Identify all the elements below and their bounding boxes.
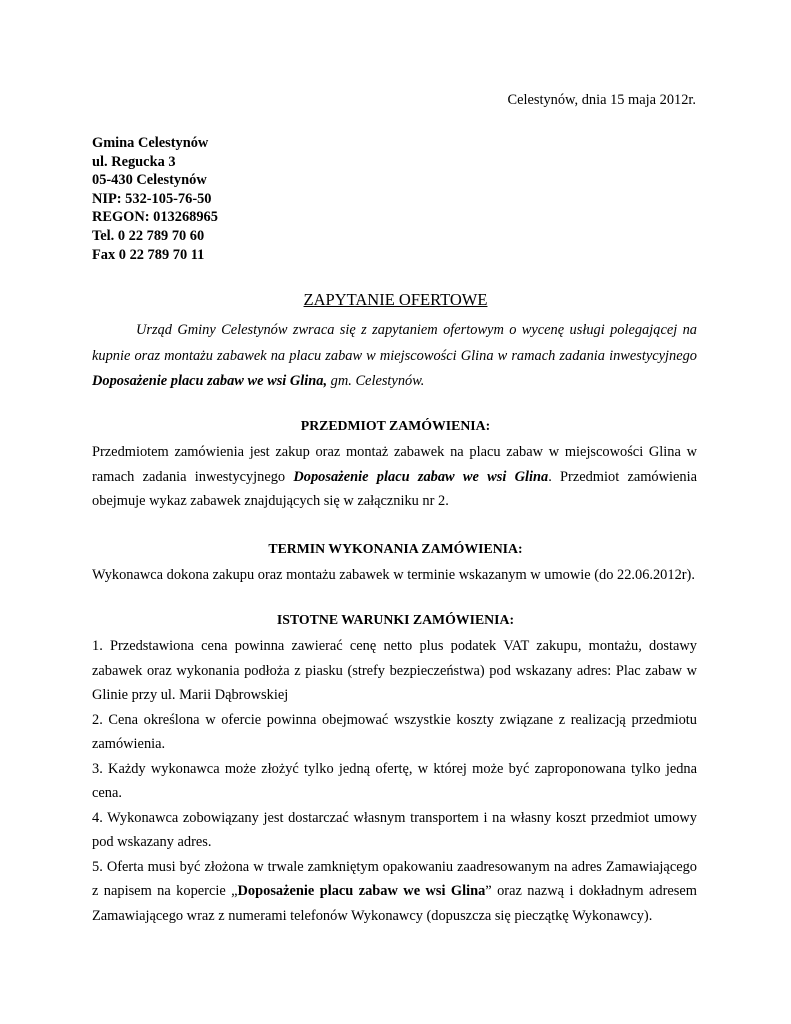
sender-name: Gmina Celestynów bbox=[92, 135, 209, 151]
intro-project-name: Doposażenie placu zabaw we wsi Glina, bbox=[92, 373, 328, 389]
subject-paragraph bbox=[92, 440, 697, 514]
sender-address bbox=[92, 134, 218, 264]
intro-text-a: Urząd Gminy Celestynów zwraca się z zapytaniem ofertowym o wycenę usługi polegającej na kupnie oraz montażu zabawek na placu zabaw w miejscowości Glina w ramach zadania inwestycyjnego bbox=[92, 322, 697, 364]
deadline-heading: TERMIN WYKONANIA ZAMÓWIENIA: bbox=[268, 541, 523, 556]
terms-item-5 bbox=[92, 855, 697, 929]
document-title: ZAPYTANIE OFERTOWE bbox=[303, 290, 488, 309]
subject-heading: PRZEDMIOT ZAMÓWIENIA: bbox=[300, 418, 491, 433]
sender-street: ul. Regucka 3 bbox=[92, 153, 176, 170]
deadline-paragraph: Wykonawca dokona zakupu oraz montażu zabawek w terminie wskazanym w umowie (do 22.06.2012r). bbox=[92, 567, 695, 583]
sender-phone: Tel. 0 22 789 70 60 bbox=[92, 227, 205, 244]
terms-item-3: 3. Każdy wykonawca może złożyć tylko jedną ofertę, w której może być zaproponowana tylko jedna cena. bbox=[92, 760, 697, 801]
terms-item-5-text-b: ” oraz nazwą i dokładnym adresem Zamawiającego wraz z numerami telefonów Wykonawcy (dopuszcza się pieczątkę Wykonawcy). bbox=[92, 883, 697, 924]
terms-item-1: 1. Przedstawiona cena powinna zawierać cenę netto plus podatek VAT zakupu, montażu, dostawy zabawek oraz wykonania podłoża z piasku (strefy bezpieczeństwa) pod wskazany adres: Plac zabaw w Glinie przy ul. Marii Dąbrowskiej bbox=[92, 638, 697, 703]
terms-heading: ISTOTNE WARUNKI ZAMÓWIENIA: bbox=[276, 612, 515, 627]
sender-nip: NIP: 532-105-76-50 bbox=[92, 190, 212, 207]
intro-paragraph bbox=[92, 318, 697, 395]
subject-project-name: Doposażenie placu zabaw we wsi Glina bbox=[293, 468, 549, 485]
subject-text-b: . Przedmiot zamówienia obejmuje wykaz zabawek znajdujących się w załączniku nr 2. bbox=[92, 468, 697, 509]
terms-list bbox=[92, 634, 697, 928]
sender-fax: Fax 0 22 789 70 11 bbox=[92, 246, 205, 263]
subject-text-a: Przedmiotem zamówienia jest zakup oraz montaż zabawek na placu zabaw w miejscowości Glina w ramach zadania inwestycyjnego bbox=[92, 444, 697, 485]
sender-postal: 05-430 Celestynów bbox=[92, 172, 207, 189]
terms-item-4: 4. Wykonawca zobowiązany jest dostarczać własnym transportem i na własny koszt przedmiot umowy pod wskazany adres. bbox=[92, 809, 697, 850]
terms-item-2: 2. Cena określona w ofercie powinna obejmować wszystkie koszty związane z realizacją przedmiotu zamówienia. bbox=[92, 711, 697, 752]
sender-regon: REGON: 013268965 bbox=[92, 209, 218, 226]
date-line: Celestynów, dnia 15 maja 2012r. bbox=[507, 92, 696, 108]
terms-item-5-project-name: Doposażenie placu zabaw we wsi Glina bbox=[237, 883, 486, 899]
intro-text-b: gm. Celestynów. bbox=[327, 373, 425, 389]
terms-item-5-text-a: 5. Oferta musi być złożona w trwale zamkniętym opakowaniu zaadresowanym na adres Zamawiającego z napisem na kopercie „ bbox=[92, 858, 697, 899]
